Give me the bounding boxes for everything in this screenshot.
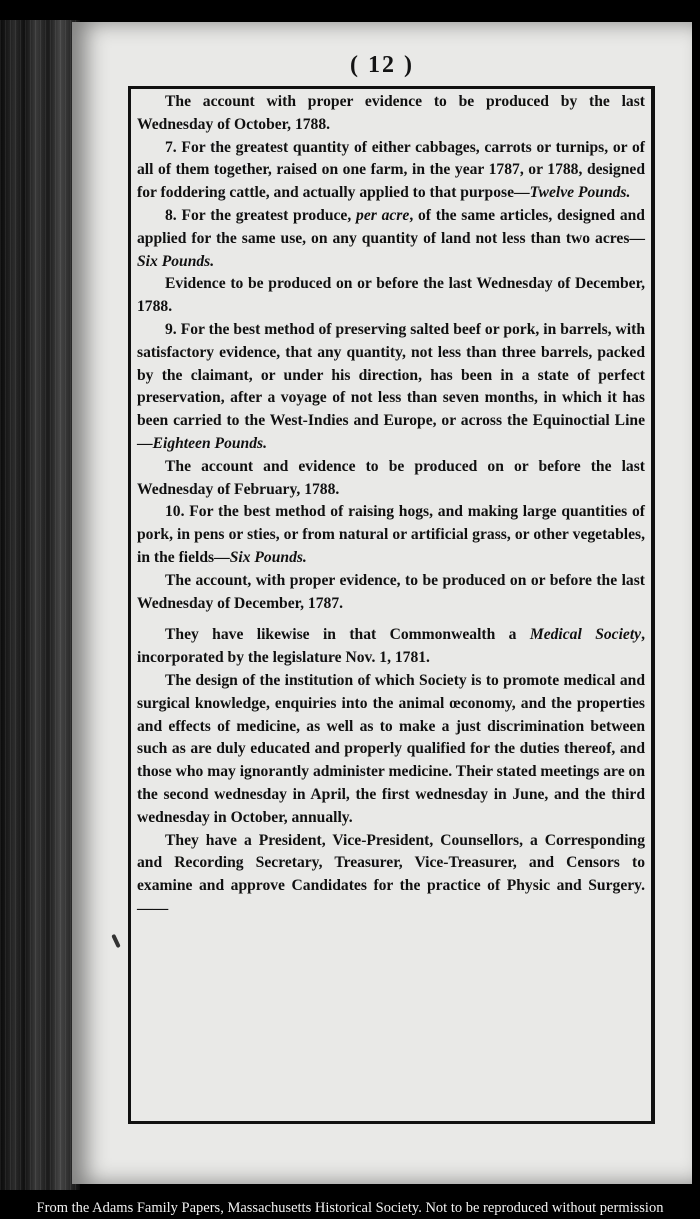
paragraph-account-october [137,91,645,137]
prize-amount: Twelve Pounds. [529,184,631,202]
page-edges [0,20,80,1190]
page-text [137,91,645,921]
page-number: ( 12 ) [350,52,414,78]
paragraph-account-december [137,570,645,616]
paragraph-text: , of the same articles, designed and applied for the same use, on any quantity of land not less than two acres— [137,206,645,247]
paragraph-evidence-december [137,273,645,319]
paragraph-prize-7 [137,137,645,205]
book-page [72,22,692,1184]
paragraph-text: The account, with proper evidence, to be produced on or before the last Wednesday of December, 1787. [137,571,645,612]
paragraph-prize-10 [137,501,645,569]
paragraph-text: , incorporated by the legislature Nov. 1, 1781. [137,626,645,667]
paragraph-society-design [137,670,645,830]
paragraph-text: The design of the institution of which Society is to promote medical and surgical knowledge, enquiries into the animal œconomy, and the properties and effects of medicine, as well as to make a just discrimination between such as are duly educated and properly qualified for the duties thereof, and those who may ignorantly administer medicine. Their stated meetings are on the second wednesday in April, the first wednesday in June, and the third wednesday in October, annually. [137,671,645,826]
prize-amount: Eighteen Pounds. [152,434,267,452]
society-name: Medical Society [529,626,642,644]
paragraph-text: The account with proper evidence to be produced by the last Wednesday of October, 1788. [137,93,645,133]
paragraph-text: Evidence to be produced on or before the last Wednesday of December, 1788. [137,275,645,316]
text-frame [128,86,655,1124]
book-spine [0,20,80,1190]
paragraph-text: 7. For the greatest quantity of either cabbages, carrots or turnips, or of all of them together, raised on one farm, in the year 1787, or 1788, designed for foddering cattle, and actually applied to that purpose— [137,138,645,202]
prize-amount: Six Pounds. [137,252,215,270]
prize-amount: Six Pounds. [229,548,307,566]
per-acre-phrase: per acre [356,206,410,224]
paragraph-account-february [137,456,645,502]
paragraph-text: They have a President, Vice-President, Counsellors, a Corresponding and Recording Secretary, Treasurer, Vice-Treasurer, and Censors to examine and approve Candidates for the practice of Physic and Surgery.—— [137,831,645,917]
paragraph-text: The account and evidence to be produced on or before the last Wednesday of February, 1788. [137,457,645,498]
paragraph-text: 10. For the best method of raising hogs, and making large quantities of pork, in pens or sties, or from natural or artificial grass, or other vegetables, in the fields— [137,503,645,566]
paragraph-text: 8. For the greatest produce, [165,206,357,224]
paragraph-prize-9 [137,319,645,456]
archive-caption: From the Adams Family Papers, Massachusetts Historical Society. Not to be reproduced without permission [36,1200,664,1216]
paragraph-text: 9. For the best method of preserving salted beef or pork, in barrels, with satisfactory evidence, that any quantity, not less than three barrels, packed by the claimant, or under his direction, has been in a state of perfect preservation, after a voyage of not less than seven months, in which it has been carried to the West-Indies and Europe, or across the Equinoctial Line— [137,320,645,452]
paragraph-text: They have likewise in that Commonwealth a [165,626,530,644]
paragraph-society-officers [137,830,645,921]
paragraph-medical-society [137,624,645,670]
paragraph-prize-8 [137,205,645,273]
